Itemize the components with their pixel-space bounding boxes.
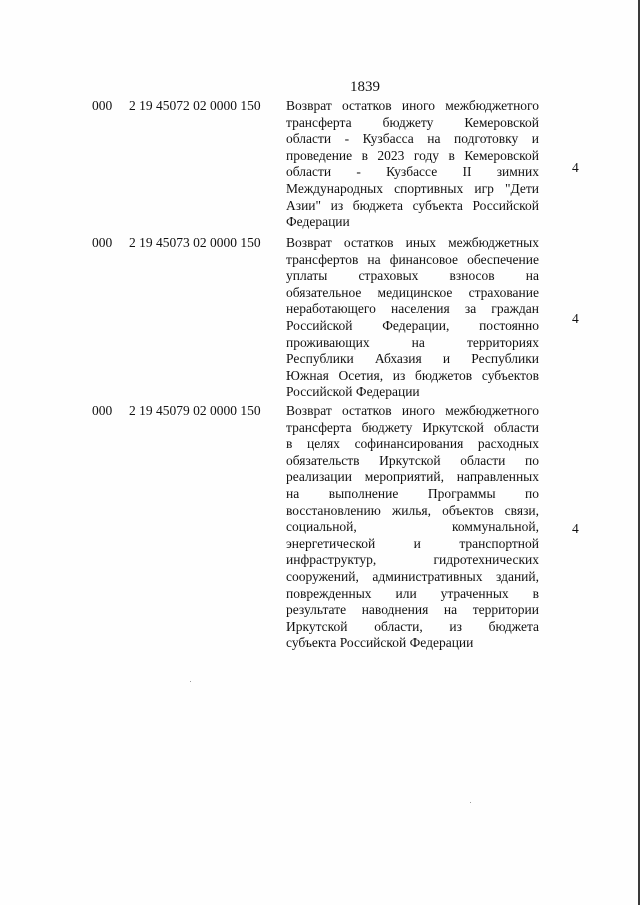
admin-code: 000 [92, 98, 113, 113]
description-line: области - Кузбасса на подготовку и [286, 131, 539, 147]
description-line: трансферта бюджету Кемеровской [286, 114, 539, 130]
description-line: Иркутской области, из бюджета [286, 618, 539, 634]
description-line: обязательств Иркутской области по [286, 452, 539, 468]
description-line: трансферта бюджету Иркутской области [286, 419, 539, 435]
description-line: Российской Федерации, постоянно [286, 317, 539, 333]
description-line: инфраструктур, гидротехнических [286, 552, 539, 568]
description-line: Возврат остатков иного межбюджетного [286, 98, 539, 113]
admin-code: 000 [92, 235, 113, 250]
description-line: проживающих на территориях [286, 334, 539, 350]
classification-code: 2 19 45072 02 0000 150 [129, 98, 261, 113]
page-number: 1839 [350, 79, 380, 95]
description-line: области - Кузбассе II зимних [286, 164, 539, 180]
description-line: Международных спортивных игр "Дети [286, 180, 539, 196]
description-line: проведение в 2023 году в Кемеровской [286, 147, 539, 163]
description-line: на выполнение Программы по [286, 485, 539, 501]
description-line: Республики Абхазия и Республики [286, 351, 539, 367]
description-line: восстановлению жилья, объектов связи, [286, 502, 539, 518]
description-line: Возврат остатков иных межбюджетных [286, 235, 539, 250]
scan-speck [190, 681, 191, 682]
description-line: субъекта Российской Федерации [286, 635, 474, 651]
amount-value: 4 [572, 521, 579, 536]
amount-value: 4 [572, 160, 579, 175]
description-line: неработающего населения за граждан [286, 301, 539, 317]
row-description [286, 403, 539, 652]
table-row [0, 98, 640, 233]
description-line: сооружений, административных зданий, [286, 568, 539, 584]
admin-code: 000 [92, 403, 113, 418]
row-description [286, 98, 539, 231]
description-line: социальной, коммунальной, [286, 519, 539, 535]
description-line: в целях софинансирования расходных [286, 436, 539, 452]
description-line: результате наводнения на территории [286, 602, 539, 618]
description-line: уплаты страховых взносов на [286, 268, 539, 284]
description-line: Федерации [286, 214, 350, 230]
description-line: Российской Федерации [286, 384, 420, 400]
description-line: реализации мероприятий, направленных [286, 469, 539, 485]
classification-code: 2 19 45073 02 0000 150 [129, 235, 261, 250]
amount-value: 4 [572, 311, 579, 326]
description-line: Южная Осетия, из бюджетов субъектов [286, 367, 539, 383]
scan-speck [470, 802, 471, 803]
description-line: трансфертов на финансовое обеспечение [286, 251, 539, 267]
description-line: Возврат остатков иного межбюджетного [286, 403, 539, 418]
table-row [0, 403, 640, 655]
classification-code: 2 19 45079 02 0000 150 [129, 403, 261, 418]
table-row [0, 235, 640, 403]
description-line: поврежденных или утраченных в [286, 585, 539, 601]
description-line: энергетической и транспортной [286, 535, 539, 551]
description-line: Азии" из бюджета субъекта Российской [286, 197, 539, 213]
row-description [286, 235, 539, 401]
description-line: обязательное медицинское страхование [286, 284, 539, 300]
